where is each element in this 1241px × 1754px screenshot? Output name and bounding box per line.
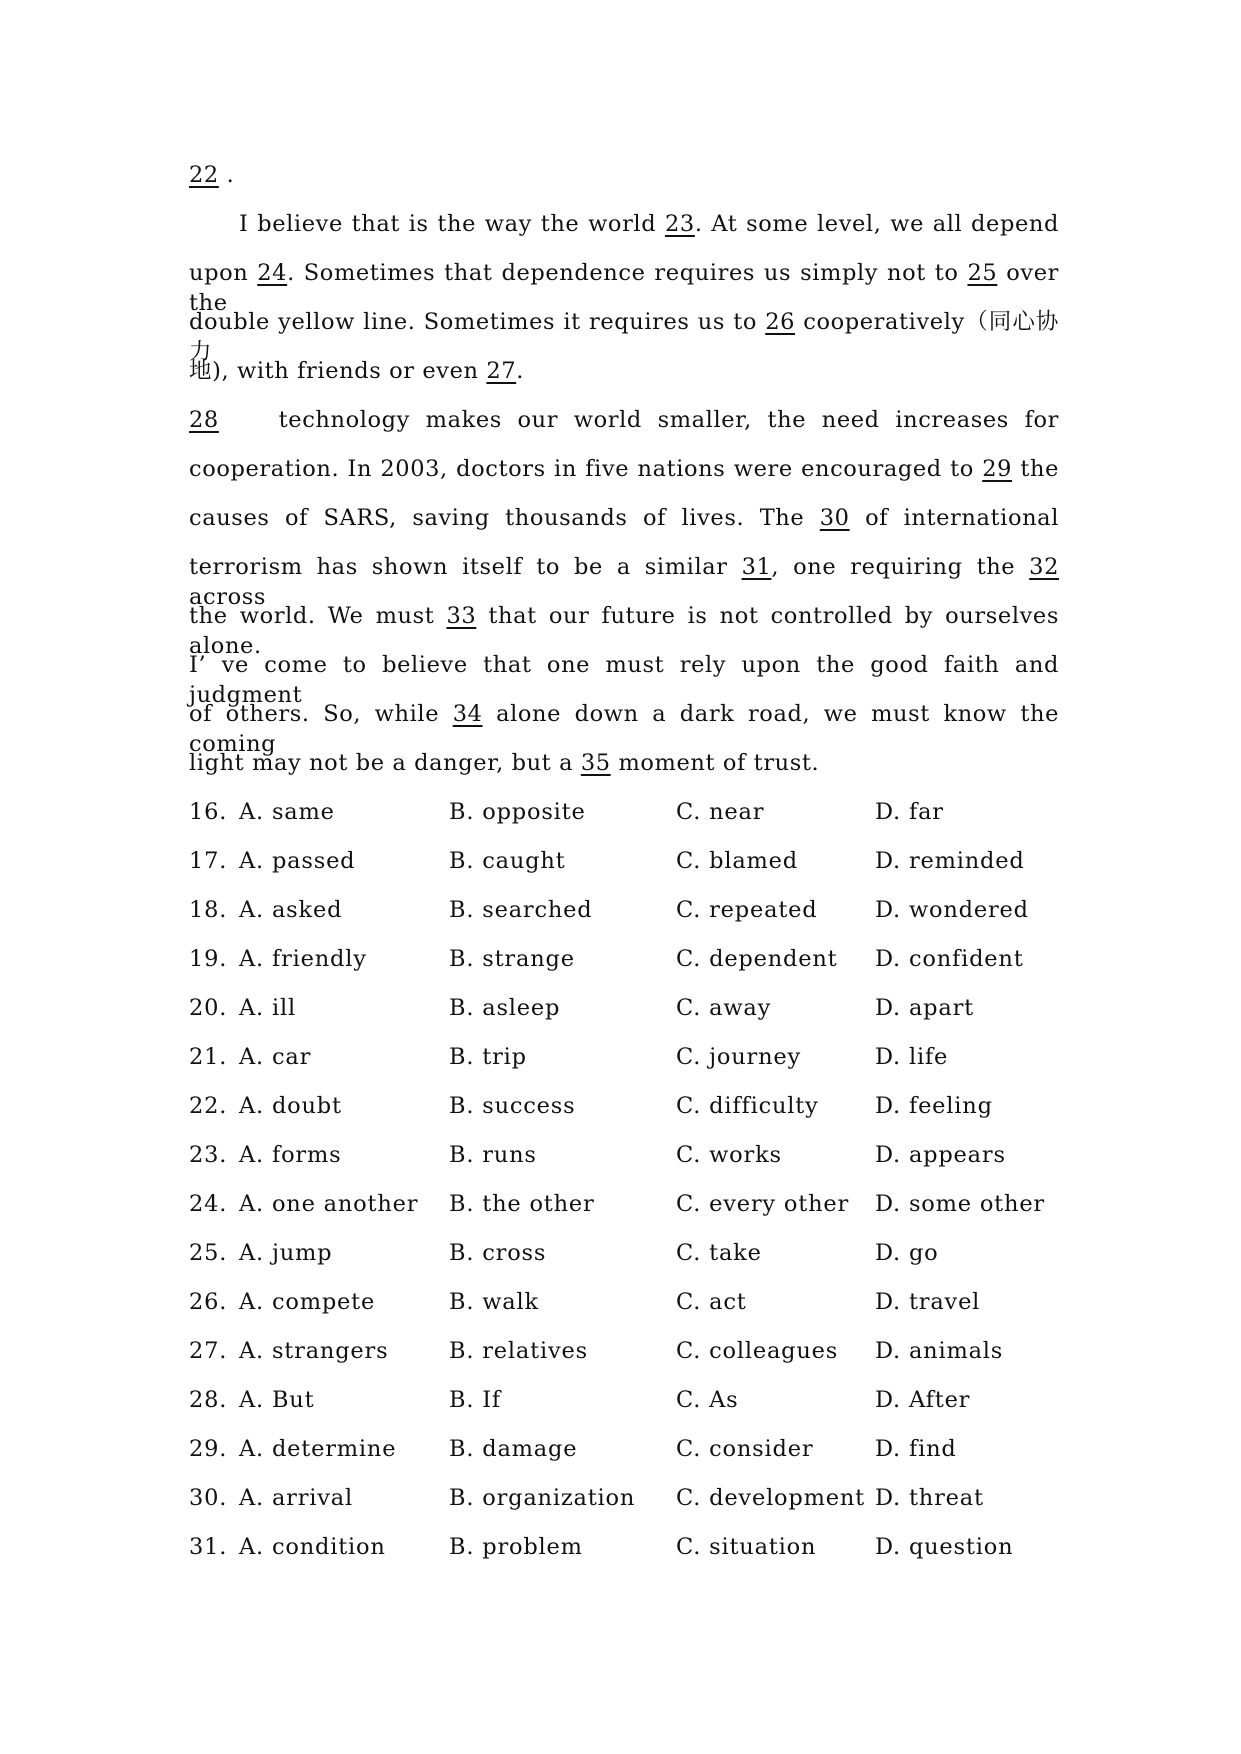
option-b: B. caught — [449, 848, 566, 874]
blank-22: 22 — [189, 162, 219, 188]
option-c: C. colleagues — [676, 1338, 839, 1364]
option-b: B. problem — [449, 1534, 583, 1560]
passage-text: , one requiring the — [771, 554, 1030, 580]
passage-text: cooperatively（同心协力 — [189, 309, 1059, 365]
option-b: B. relatives — [449, 1338, 588, 1364]
option-d: D. find — [875, 1436, 957, 1462]
passage-text: the world. We must — [189, 603, 447, 629]
passage-text: I’ ve come to believe that one must rely upon the good faith and judgment — [189, 652, 1059, 708]
question-row — [189, 944, 1069, 974]
option-a: A. compete — [239, 1289, 376, 1315]
question-number: 25. — [189, 1240, 228, 1266]
passage-text: terrorism has shown itself to be a similar — [189, 554, 742, 580]
blank-30: 30 — [819, 505, 850, 531]
option-a: A. passed — [239, 848, 356, 874]
question-row — [189, 797, 1069, 827]
question-row — [189, 993, 1069, 1023]
option-c: C. consider — [676, 1436, 814, 1462]
passage-text: . — [218, 162, 235, 188]
question-row — [189, 1385, 1069, 1415]
question-row — [189, 1091, 1069, 1121]
option-b: B. strange — [449, 946, 575, 972]
question-row — [189, 1532, 1069, 1562]
option-a: A. car — [239, 1044, 312, 1070]
option-b: B. the other — [449, 1191, 595, 1217]
option-c: C. dependent — [676, 946, 838, 972]
option-d: D. life — [875, 1044, 949, 1070]
question-number: 20. — [189, 995, 228, 1021]
option-b: B. If — [449, 1387, 502, 1413]
option-c: C. As — [676, 1387, 739, 1413]
option-a: A. forms — [239, 1142, 342, 1168]
option-d: D. wondered — [875, 897, 1029, 923]
blank-25: 25 — [967, 260, 998, 286]
passage-line — [189, 503, 1059, 533]
blank-28: 28 — [189, 407, 219, 433]
option-d: D. threat — [875, 1485, 984, 1511]
question-row — [189, 1434, 1069, 1464]
passage-text: . — [516, 358, 524, 384]
option-c: C. every other — [676, 1191, 850, 1217]
passage-line — [189, 454, 1059, 484]
passage-line — [189, 356, 1059, 386]
option-b: B. opposite — [449, 799, 586, 825]
question-number: 17. — [189, 848, 228, 874]
option-d: D. go — [875, 1240, 939, 1266]
option-a: A. determine — [239, 1436, 397, 1462]
passage-text: 地), with friends or even — [189, 358, 487, 384]
option-a: A. same — [239, 799, 335, 825]
option-a: A. But — [239, 1387, 315, 1413]
passage-line-0 — [189, 160, 1059, 190]
passage-text: . Sometimes that dependence requires us simply not to — [287, 260, 968, 286]
option-a: A. doubt — [239, 1093, 342, 1119]
option-b: B. trip — [449, 1044, 527, 1070]
option-d: D. question — [875, 1534, 1014, 1560]
question-number: 29. — [189, 1436, 228, 1462]
question-number: 22. — [189, 1093, 228, 1119]
passage-text: alone down a dark road, we must know the coming — [189, 701, 1059, 757]
option-d: D. appears — [875, 1142, 1006, 1168]
option-c: C. blamed — [676, 848, 798, 874]
option-d: D. far — [875, 799, 944, 825]
passage-text: causes of SARS, saving thousands of lives. The — [189, 505, 820, 531]
question-number: 30. — [189, 1485, 228, 1511]
question-row — [189, 1140, 1069, 1170]
question-row — [189, 1189, 1069, 1219]
option-d: D. feeling — [875, 1093, 993, 1119]
question-number: 28. — [189, 1387, 228, 1413]
blank-31: 31 — [741, 554, 772, 580]
passage-text: across — [189, 584, 267, 610]
option-a: A. jump — [239, 1240, 333, 1266]
question-number: 27. — [189, 1338, 228, 1364]
option-b: B. organization — [449, 1485, 636, 1511]
passage-text: over the — [189, 260, 1059, 316]
option-a: A. strangers — [239, 1338, 389, 1364]
option-d: D. confident — [875, 946, 1024, 972]
question-row — [189, 895, 1069, 925]
option-b: B. damage — [449, 1436, 578, 1462]
option-d: D. After — [875, 1387, 971, 1413]
option-b: B. walk — [449, 1289, 539, 1315]
option-a: A. asked — [239, 897, 343, 923]
question-number: 26. — [189, 1289, 228, 1315]
option-d: D. reminded — [875, 848, 1025, 874]
option-b: B. success — [449, 1093, 576, 1119]
option-c: C. situation — [676, 1534, 817, 1560]
passage-line — [189, 748, 1059, 778]
option-c: C. act — [676, 1289, 747, 1315]
option-c: C. journey — [676, 1044, 802, 1070]
passage-text: I believe that is the way the world — [239, 211, 665, 237]
question-number: 24. — [189, 1191, 228, 1217]
passage-text: of others. So, while — [189, 701, 453, 727]
option-b: B. searched — [449, 897, 593, 923]
question-number: 31. — [189, 1534, 228, 1560]
option-a: A. arrival — [239, 1485, 353, 1511]
passage-text: that our future is not controlled by ourselves alone. — [189, 603, 1059, 659]
question-row — [189, 846, 1069, 876]
option-d: D. some other — [875, 1191, 1045, 1217]
passage-text: . At some level, we all depend — [694, 211, 1059, 237]
passage-text: cooperation. In 2003, doctors in five nations were encouraged to — [189, 456, 983, 482]
passage-text: upon — [189, 260, 258, 286]
option-d: D. apart — [875, 995, 974, 1021]
option-b: B. asleep — [449, 995, 561, 1021]
blank-29: 29 — [982, 456, 1013, 482]
question-number: 19. — [189, 946, 228, 972]
option-c: C. works — [676, 1142, 782, 1168]
passage-text: the — [1012, 456, 1059, 482]
passage-text: of international — [849, 505, 1059, 531]
option-c: C. repeated — [676, 897, 818, 923]
option-b: B. cross — [449, 1240, 547, 1266]
option-c: C. take — [676, 1240, 762, 1266]
blank-23: 23 — [664, 211, 695, 237]
option-b: B. runs — [449, 1142, 537, 1168]
question-number: 16. — [189, 799, 228, 825]
blank-35: 35 — [580, 750, 611, 776]
option-a: A. one another — [239, 1191, 419, 1217]
option-a: A. ill — [239, 995, 296, 1021]
question-row — [189, 1287, 1069, 1317]
option-c: C. away — [676, 995, 772, 1021]
question-number: 21. — [189, 1044, 228, 1070]
question-row — [189, 1238, 1069, 1268]
question-row — [189, 1483, 1069, 1513]
passage-text: light may not be a danger, but a — [189, 750, 581, 776]
option-c: C. near — [676, 799, 765, 825]
option-a: A. condition — [239, 1534, 386, 1560]
passage-text: moment of trust. — [610, 750, 820, 776]
option-c: C. development — [676, 1485, 865, 1511]
question-number: 18. — [189, 897, 228, 923]
blank-26: 26 — [765, 309, 796, 335]
passage-text: double yellow line. Sometimes it requires us to — [189, 309, 766, 335]
blank-33: 33 — [446, 603, 477, 629]
passage-text: technology makes our world smaller, the need increases for — [263, 407, 1059, 433]
passage-line — [189, 405, 1059, 435]
passage-line — [239, 209, 1059, 239]
blank-34: 34 — [452, 701, 483, 727]
option-d: D. animals — [875, 1338, 1004, 1364]
question-number: 23. — [189, 1142, 228, 1168]
option-d: D. travel — [875, 1289, 981, 1315]
option-c: C. difficulty — [676, 1093, 819, 1119]
blank-27: 27 — [486, 358, 517, 384]
question-row — [189, 1042, 1069, 1072]
question-row — [189, 1336, 1069, 1366]
blank-32: 32 — [1029, 554, 1059, 580]
blank-24: 24 — [257, 260, 288, 286]
option-a: A. friendly — [239, 946, 367, 972]
